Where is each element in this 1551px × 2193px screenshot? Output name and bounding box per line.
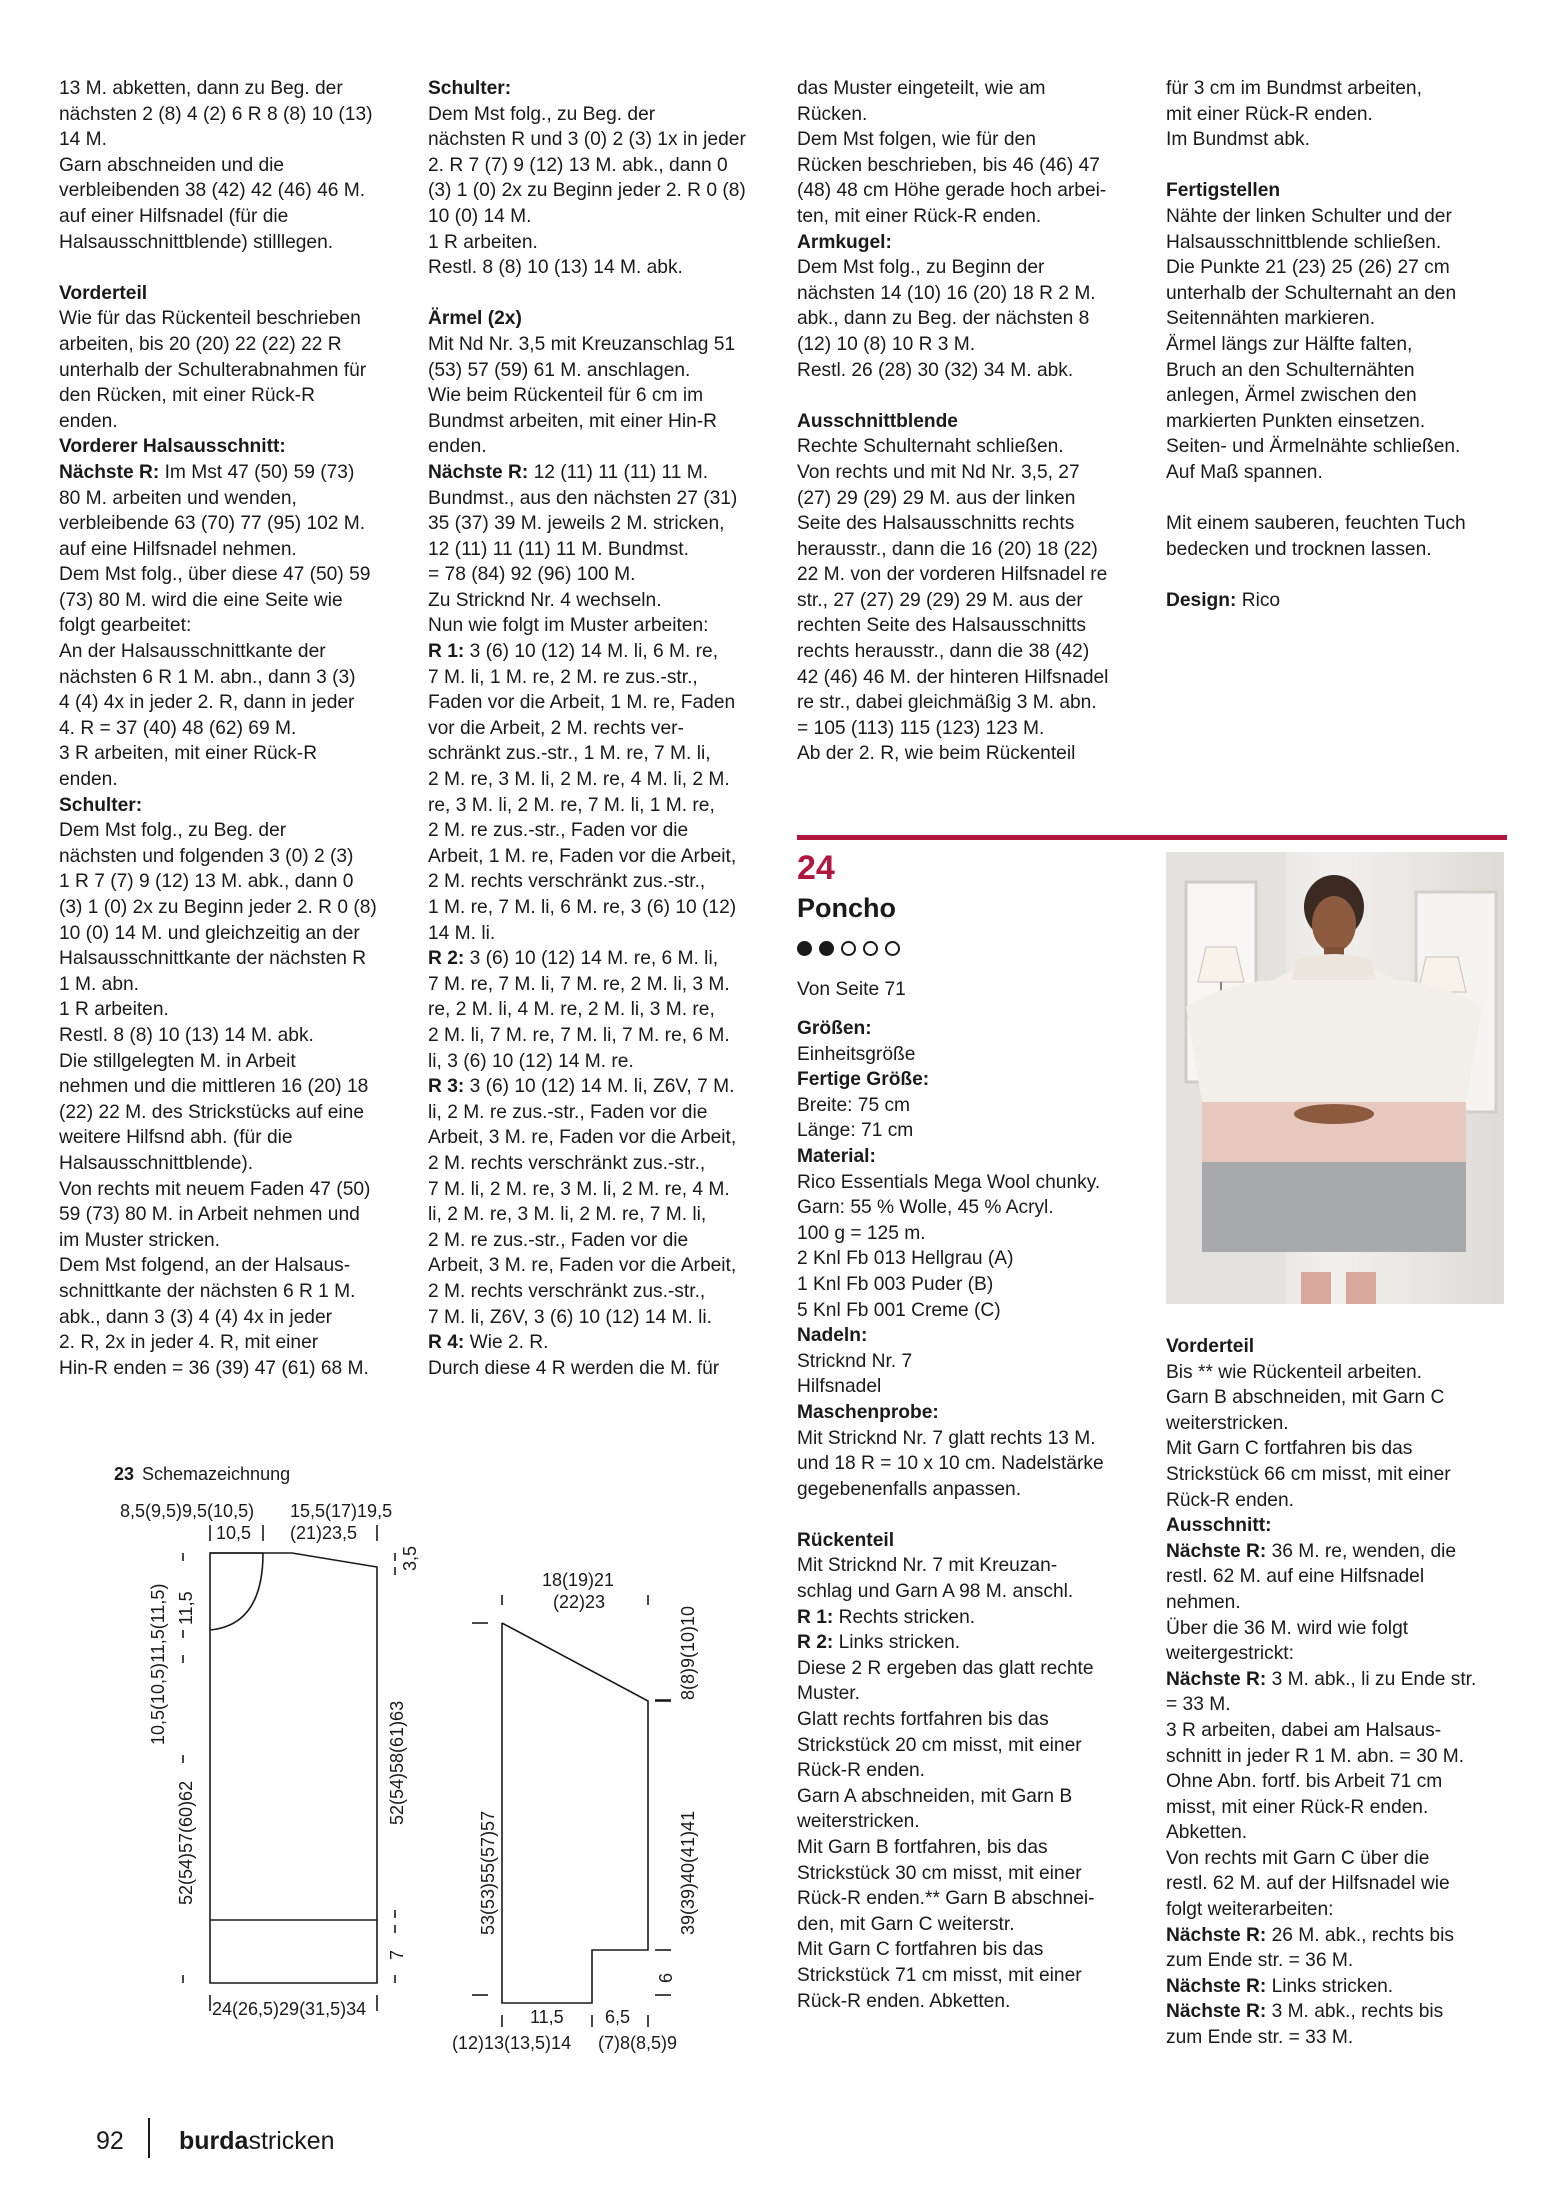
line-bold-prefix: R 2: [797,1632,834,1654]
col3b-line: Einheitsgröße [797,1043,916,1065]
col3b-line: 2 Knl Fb 013 Hellgrau (A) [797,1248,1014,1270]
col3-line: Dem Mst folg., zu Beginn der [797,257,1045,279]
col1-line: Dem Mst folgend, an der Halsaus- [59,1255,351,1277]
line-text: 12 (11) 11 (11) 11 M. [528,461,709,483]
col4b-line [1166,1539,1476,1565]
col2-line: 2 M. rechts verschränkt zus.-str., [428,871,706,893]
col3-line: 42 (46) 46 M. der hinteren Hilfsnadel [797,666,1109,688]
col1-line: 13 M. abketten, dann zu Beg. der [59,78,343,99]
col3b-line: Stricknd Nr. 7 [797,1350,913,1372]
col3b-line: Maschenprobe: [797,1401,939,1423]
col1-line: 80 M. arbeiten und wenden, [59,487,297,509]
col3b-line [797,1502,1104,1528]
line-bold-prefix: R 2: [428,948,465,970]
col2-line: Bundmst arbeiten, mit einer Hin-R [428,410,717,432]
col3-line: (12) 10 (8) 10 R 3 M. [797,333,976,355]
col4-line: markierten Punkten einsetzen. [1166,410,1426,432]
col3b-line: Diese 2 R ergeben das glatt rechte [797,1657,1094,1679]
col4-line: Halsausschnittblende schließen. [1166,231,1442,253]
difficulty-dot-empty-icon [841,941,856,956]
col1-line: enden. [59,769,118,791]
label-sleeve-right: 39(39)40(41)41 [678,1810,698,1935]
col1-line: unterhalb der Schulterabnahmen für [59,359,367,381]
col3b-line: Rück-R enden.** Garn B abschnei- [797,1888,1095,1910]
page-number: 92 [96,2127,124,2155]
col2-line [428,1330,773,1356]
col1-line: 2. R, 2x in jeder 4. R, mit einer [59,1332,319,1354]
col3b-line: den, mit Garn C weiterstr. [797,1913,1015,1935]
col4b-line: folgt weiterarbeiten: [1166,1899,1334,1921]
col3-line: Seite des Halsausschnitts rechts [797,513,1075,535]
col4-line: Auf Maß spannen. [1166,461,1323,483]
col4b-line: Rück-R enden. [1166,1489,1294,1511]
col3b-line: Fertige Größe: [797,1069,930,1091]
col3b-line: Strickstück 20 cm misst, mit einer [797,1734,1082,1756]
col2-line: 7 M. li, 2 M. re, 3 M. li, 2 M. re, 4 M. [428,1178,730,1200]
col3b-line: Mit Stricknd Nr. 7 mit Kreuzan- [797,1555,1058,1577]
col4b-line: misst, mit einer Rück-R enden. [1166,1796,1429,1818]
col2-line: (53) 57 (59) 61 M. anschlagen. [428,359,691,381]
col2-line: 14 M. li. [428,922,496,944]
col4b-line: restl. 62 M. auf der Hilfsnadel wie [1166,1873,1450,1895]
col1-line: im Muster stricken. [59,1229,220,1251]
label-sleeve-bottom-2: (12)13(13,5)14 [452,2033,572,2053]
col3b-line: Mit Garn C fortfahren bis das [797,1939,1044,1961]
col3-line: Restl. 26 (28) 30 (32) 34 M. abk. [797,359,1074,381]
col3b-line: Garn A abschneiden, mit Garn B [797,1785,1073,1807]
label-sleeve-left: 53(53)55(57)57 [478,1810,498,1935]
col4-line [1166,562,1511,588]
col2-line: 2 M. rechts verschränkt zus.-str., [428,1280,706,1302]
col1-line: auf eine Hilfsnadel nehmen. [59,538,297,560]
col1-line: Schulter: [59,794,143,816]
col3-line: str., 27 (27) 29 (29) 29 M. aus der [797,589,1083,611]
col2-line: li, 3 (6) 10 (12) 14 M. re. [428,1050,634,1072]
col3b-line: 100 g = 125 m. [797,1222,926,1244]
col3b-line: und 18 R = 10 x 10 cm. Nadelstärke [797,1453,1104,1475]
col3b-line: Rück-R enden. [797,1760,925,1782]
col1-line: Dem Mst folg., zu Beg. der [59,820,287,842]
col1-line: (3) 1 (0) 2x zu Beginn jeder 2. R 0 (8) [59,897,377,918]
label-sleeve-bottom-4: (7)8(8,5)9 [598,2033,678,2053]
col1-line: Halsausschnittkante der nächsten R [59,948,367,970]
col4b-line: nehmen. [1166,1591,1241,1613]
col1-line: nächsten und folgenden 3 (0) 2 (3) [59,845,354,867]
col2-line: vor die Arbeit, 2 M. rechts ver- [428,717,684,739]
col4-line: Mit einem sauberen, feuchten Tuch [1166,513,1466,535]
line-text: 3 (6) 10 (12) 14 M. re, 6 M. li, [464,948,719,970]
col3b-line: Strickstück 71 cm misst, mit einer [797,1964,1082,1986]
label-sleeve-cuff: 6 [656,1972,676,1983]
line-text: 3 (6) 10 (12) 14 M. li, 6 M. re, [464,641,719,663]
line-text: 3 (6) 10 (12) 14 M. li, Z6V, 7 M. [464,1076,735,1098]
col1-line: schnittkante der nächsten 6 R 1 M. [59,1280,356,1302]
difficulty-dot-empty-icon [885,941,900,956]
col1-line: nehmen und die mittleren 16 (20) 18 [59,1076,369,1098]
col1-line: nächsten 6 R 1 M. abn., dann 3 (3) [59,666,356,688]
col2-line: 2. R 7 (7) 9 (12) 13 M. abk., dann 0 [428,154,728,176]
col4b-line: = 33 M. [1166,1694,1231,1716]
col1-line: Halsausschnittblende) stilllegen. [59,231,334,253]
col3b-line: Länge: 71 cm [797,1120,914,1142]
label-top-right: 15,5(17)19,5 [290,1501,393,1521]
col4-line: anlegen, Ärmel zwischen den [1166,385,1417,407]
col3b-line: Strickstück 30 cm misst, mit einer [797,1862,1082,1884]
col1-line: verbleibenden 38 (42) 42 (46) 46 M. [59,180,366,202]
col1-line [59,255,399,281]
col2-line [428,946,773,972]
col4b-line [1166,1667,1476,1693]
col3b-line [797,1605,1104,1631]
col2-line: = 78 (84) 92 (96) 100 M. [428,564,636,586]
col1-line: 3 R arbeiten, mit einer Rück-R [59,743,318,765]
col3-line: Ab der 2. R, wie beim Rückenteil [797,743,1076,765]
line-bold-prefix: R 1: [428,641,465,663]
col4-line: mit einer Rück-R enden. [1166,103,1373,125]
col3b-line: Muster. [797,1683,860,1705]
col4b-line [1166,1923,1476,1949]
col3-line: rechten Seite des Halsausschnitts [797,615,1087,637]
col3b-line: Rico Essentials Mega Wool chunky. [797,1171,1101,1193]
line-bold-prefix: Nächste R: [428,461,529,483]
col1-line: (22) 22 M. des Strickstücks auf eine [59,1101,364,1123]
label-shoulder-drop: 3,5 [400,1545,420,1571]
col1-line: enden. [59,410,118,432]
col3-line: Armkugel: [797,231,892,253]
difficulty-dot-empty-icon [863,941,878,956]
col2-line: 2 M. re zus.-str., Faden vor die [428,820,689,842]
col2-line: li, 2 M. re, 3 M. li, 2 M. re, 7 M. li, [428,1204,707,1226]
col2-line: 2 M. rechts verschränkt zus.-str., [428,1152,706,1174]
col1-line: Wie für das Rückenteil beschrieben [59,308,361,330]
col2-line: Arbeit, 3 M. re, Faden vor die Arbeit, [428,1255,737,1277]
col3-line: (48) 48 cm Höhe gerade hoch arbei- [797,180,1107,202]
col4-line: Seitennähten markieren. [1166,308,1376,330]
line-text: Wie 2. R. [464,1332,549,1354]
label-sleeve-bottom-3: 6,5 [605,2007,631,2027]
col1-line: Die stillgelegten M. in Arbeit [59,1050,296,1072]
photo-illustration [1166,852,1504,1304]
col1-line: auf einer Hilfsnadel (für die [59,205,289,227]
col3b-line: 5 Knl Fb 001 Creme (C) [797,1299,1001,1321]
col4b-line: Mit Garn C fortfahren bis das [1166,1438,1413,1460]
from-page-reference: Von Seite 71 [797,979,906,1000]
difficulty-dot-filled-icon [797,941,812,956]
col4b-line: Abketten. [1166,1822,1248,1844]
col3-line: Rücken. [797,103,868,125]
col1-line: 4. R = 37 (40) 48 (62) 69 M. [59,717,297,739]
col1-line: Hin-R enden = 36 (39) 47 (61) 68 M. [59,1357,369,1379]
col1-line: 59 (73) 80 M. in Arbeit nehmen und [59,1204,360,1226]
poncho-model-photo [1166,852,1504,1304]
col3-line: re str., dabei gleichmäßig 3 M. abn. [797,692,1097,714]
col3b-line: Material: [797,1145,876,1167]
col3b-line: Mit Stricknd Nr. 7 glatt rechts 13 M. [797,1427,1096,1449]
col4b-line [1166,1999,1476,2025]
line-bold-prefix: Nächste R: [1166,1924,1267,1946]
col2-line: Faden vor die Arbeit, 1 M. re, Faden [428,692,736,714]
col4b-line: Vorderteil [1166,1336,1255,1357]
line-bold-prefix: R 4: [428,1332,465,1354]
col3-line: Von rechts und mit Nd Nr. 3,5, 27 [797,461,1080,483]
col1-line: 1 M. abn. [59,973,139,995]
section-divider [797,835,1507,840]
line-bold-prefix: Nächste R: [1166,1540,1267,1562]
pattern-details-column [797,1016,1104,2014]
col2-line: 12 (11) 11 (11) 11 M. Bundmst. [428,538,689,560]
col3b-line: Rückenteil [797,1529,895,1551]
col1-line: verbleibende 63 (70) 77 (95) 102 M. [59,513,366,535]
col2-line: li, 2 M. re zus.-str., Faden vor die [428,1101,708,1123]
line-text: 36 M. re, wenden, die [1266,1540,1457,1562]
col3b-line: Größen: [797,1018,872,1039]
col1-line [59,460,399,486]
col4-line: bedecken und trocknen lassen. [1166,538,1432,560]
text-column-1 [59,76,399,1381]
col2-line: Durch diese 4 R werden die M. für [428,1357,720,1379]
brand-bold: burda [179,2127,249,2155]
col4b-line: Von rechts mit Garn C über die [1166,1847,1430,1869]
col1-line: folgt gearbeitet: [59,615,192,637]
label-body-right: 52(54)58(61)63 [387,1700,407,1825]
col1-line: Vorderer Halsausschnitt: [59,436,286,458]
col2-line [428,281,773,307]
difficulty-rating [797,941,900,961]
col2-line: Ärmel (2x) [428,308,522,330]
col3b-line: Glatt rechts fortfahren bis das [797,1709,1049,1731]
col1-line: abk., dann 3 (3) 4 (4) 4x in jeder [59,1306,333,1328]
line-bold-prefix: R 1: [797,1606,834,1628]
col1-line: weitere Hilfsnd abh. (für die [59,1127,293,1149]
col3b-line: Garn: 55 % Wolle, 45 % Acryl. [797,1197,1054,1219]
col2-line: Bundmst., aus den nächsten 27 (31) [428,487,738,509]
col2-line: 7 M. li, 1 M. re, 2 M. re zus.-str., [428,666,698,688]
col2-line: schränkt zus.-str., 1 M. re, 7 M. li, [428,743,711,765]
col1-line: (73) 80 M. wird die eine Seite wie [59,589,343,611]
line-text: 3 M. abk., rechts bis [1266,2001,1444,2023]
col2-line: 2 M. re, 3 M. li, 2 M. re, 4 M. li, 2 M. [428,769,730,791]
col1-line: arbeiten, bis 20 (20) 22 (22) 22 R [59,333,342,355]
col3-line: nächsten 14 (10) 16 (20) 18 R 2 M. [797,282,1096,304]
label-sleeve-bottom-1: 11,5 [530,2007,564,2027]
diagram-caption: Schemazeichnung [142,1464,291,1484]
col2-line: Mit Nd Nr. 3,5 mit Kreuzanschlag 51 [428,333,736,355]
sleeve-schematic [472,1595,671,2027]
col3-line: Dem Mst folgen, wie für den [797,129,1036,151]
label-bottom-width: 24(26,5)29(31,5)34 [212,1999,367,2019]
schematic-svg [100,1455,720,2055]
col2-line [428,639,773,665]
col4-line: unterhalb der Schulternaht an den [1166,282,1457,304]
line-text: Links stricken. [833,1632,961,1654]
col4-line [1166,588,1511,614]
col4-line: für 3 cm im Bundmst arbeiten, [1166,78,1422,99]
col4-line: Seiten- und Ärmelnähte schließen. [1166,436,1461,458]
footer-brand [179,2126,335,2156]
line-text: Im Mst 47 (50) 59 (73) [159,461,355,483]
col3b-line: 1 Knl Fb 003 Puder (B) [797,1273,994,1295]
text-column-4 [1166,76,1511,613]
text-column-2 [428,76,773,1381]
col3b-line: schlag und Garn A 98 M. anschl. [797,1581,1074,1603]
col2-line: Restl. 8 (8) 10 (13) 14 M. abk. [428,257,683,279]
col3b-line: Mit Garn B fortfahren, bis das [797,1837,1048,1858]
line-bold-prefix: Nächste R: [1166,2001,1267,2023]
section-title: Poncho [797,893,896,923]
col4b-line: 3 R arbeiten, dabei am Halsaus- [1166,1719,1442,1741]
diagram-number: 23 [114,1464,135,1484]
line-text: 3 M. abk., li zu Ende str. [1266,1668,1477,1690]
col3-line: = 105 (113) 115 (123) 123 M. [797,717,1045,739]
col4-line: Nähte der linken Schulter und der [1166,205,1452,227]
line-bold-prefix: Nächste R: [59,461,160,483]
col4b-line: restl. 62 M. auf eine Hilfsnadel [1166,1566,1425,1588]
col3b-line: Hilfsnadel [797,1376,882,1398]
line-bold-prefix: Nächste R: [1166,1668,1267,1690]
col1-line: An der Halsausschnittkante der [59,641,326,663]
section-number: 24 [797,849,835,887]
col1-line: 4 (4) 4x in jeder 2. R, dann in jeder [59,692,355,714]
col3-line: herausstr., dann die 16 (20) 18 (22) [797,538,1098,560]
col1-line: Vorderteil [59,282,148,304]
line-text: Rico [1236,589,1281,611]
col3-line: abk., dann zu Beg. der nächsten 8 [797,308,1090,330]
label-body-left: 52(54)57(60)62 [176,1780,196,1905]
col4b-line: zum Ende str. = 36 M. [1166,1950,1354,1972]
col4-line: Die Punkte 21 (23) 25 (26) 27 cm [1166,257,1450,279]
label-sleeve-top: 18(19)21 [542,1570,615,1590]
label-neck-depth-2: 11,5 [176,1591,196,1625]
col2-line: Arbeit, 1 M. re, Faden vor die Arbeit, [428,845,737,867]
label-top-right-2: (21)23,5 [290,1523,358,1543]
line-text: Rechts stricken. [833,1606,976,1628]
col4-line: Ärmel längs zur Hälfte falten, [1166,333,1413,355]
col4-line [1166,486,1511,512]
col2-line: 7 M. li, Z6V, 3 (6) 10 (12) 14 M. li. [428,1306,713,1328]
body-schematic [183,1525,395,2011]
col3b-line: Breite: 75 cm [797,1094,911,1116]
col1-line: Halsausschnittblende). [59,1152,254,1174]
col3-line: rechts herausstr., dann die 38 (42) [797,641,1090,663]
line-bold-prefix: Nächste R: [1166,1975,1267,1997]
col4b-line: Garn B abschneiden, mit Garn C [1166,1387,1445,1409]
col1-line: Von rechts mit neuem Faden 47 (50) [59,1178,371,1200]
col4b-line: Ohne Abn. fortf. bis Arbeit 71 cm [1166,1771,1443,1793]
col4b-line: Bis ** wie Rückenteil arbeiten. [1166,1361,1422,1383]
col2-line: Zu Stricknd Nr. 4 wechseln. [428,589,662,611]
text-column-3 [797,76,1142,767]
col2-line: Dem Mst folg., zu Beg. der [428,103,656,125]
col2-line [428,460,773,486]
line-bold-prefix: R 3: [428,1076,465,1098]
col3-line: ten, mit einer Rück-R enden. [797,205,1042,227]
col4b-line: zum Ende str. = 33 M. [1166,2027,1354,2049]
col2-line: Schulter: [428,78,512,99]
vorderteil-column [1166,1334,1476,2051]
col2-line: nächsten R und 3 (0) 2 (3) 1x in jeder [428,129,746,151]
col2-line: re, 2 M. li, 4 M. re, 2 M. li, 3 M. re, [428,999,715,1021]
col3-line: Rücken beschrieben, bis 46 (46) 47 [797,154,1100,176]
line-bold-prefix: Design: [1166,589,1237,611]
col2-line: 10 (0) 14 M. [428,205,532,227]
line-text: Links stricken. [1266,1975,1394,1997]
col2-line: (3) 1 (0) 2x zu Beginn jeder 2. R 0 (8) [428,180,746,202]
label-sleeve-top-2: (22)23 [553,1592,606,1612]
col4b-line: Strickstück 66 cm misst, mit einer [1166,1463,1451,1485]
col2-line: 7 M. re, 7 M. li, 7 M. re, 2 M. li, 3 M. [428,973,730,995]
col3-line: das Muster eingeteilt, wie am [797,78,1046,99]
col4-line: Fertigstellen [1166,180,1281,202]
footer-divider [148,2118,150,2158]
col2-line: Nun wie folgt im Muster arbeiten: [428,615,709,637]
col4b-line: Ausschnitt: [1166,1515,1272,1537]
col3-line [797,383,1142,409]
line-text: 26 M. abk., rechts bis [1266,1924,1454,1946]
label-top-left-2: 10,5 [216,1523,252,1543]
col2-line: 35 (37) 39 M. jeweils 2 M. stricken, [428,513,725,535]
col1-line: Restl. 8 (8) 10 (13) 14 M. abk. [59,1024,314,1046]
col2-line: re, 3 M. li, 2 M. re, 7 M. li, 1 M. re, [428,794,715,816]
col1-line: 1 R arbeiten. [59,999,169,1021]
col1-line: 14 M. [59,129,107,151]
brand-light: stricken [248,2127,335,2155]
col2-line: 1 R arbeiten. [428,231,538,253]
difficulty-dot-filled-icon [819,941,834,956]
col1-line: Garn abschneiden und die [59,154,285,176]
col3b-line: Rück-R enden. Abketten. [797,1990,1011,2012]
label-neck-depth: 10,5(10,5)11,5(11,5) [148,1583,168,1745]
col1-line: 10 (0) 14 M. und gleichzeitig an der [59,922,360,944]
col3-line: 22 M. von der vorderen Hilfsnadel re [797,564,1108,586]
col2-line: 2 M. re zus.-str., Faden vor die [428,1229,689,1251]
col1-line: 1 R 7 (7) 9 (12) 13 M. abk., dann 0 [59,871,354,893]
col1-line: Dem Mst folg., über diese 47 (50) 59 [59,564,371,586]
col2-line: enden. [428,436,487,458]
col3b-line: gegebenenfalls anpassen. [797,1478,1022,1500]
col4b-line: weitergestrickt: [1166,1643,1294,1665]
col3-line: Rechte Schulternaht schließen. [797,436,1064,458]
col4b-line: schnitt in jeder R 1 M. abn. = 30 M. [1166,1745,1465,1767]
col3-line: (27) 29 (29) 29 M. aus der linken [797,487,1076,509]
label-rib-height: 7 [387,1949,407,1960]
col4b-line: Über die 36 M. wird wie folgt [1166,1617,1409,1639]
col3b-line: weiterstricken. [797,1811,920,1833]
col4b-line: weiterstricken. [1166,1412,1289,1434]
col1-line: den Rücken, mit einer Rück-R [59,385,315,407]
col3b-line: Nadeln: [797,1325,868,1347]
col2-line: Arbeit, 3 M. re, Faden vor die Arbeit, [428,1127,737,1149]
col4b-line [1166,1974,1476,2000]
col2-line [428,1074,773,1100]
schematic-diagram [100,1455,720,2055]
col4-line: Im Bundmst abk. [1166,129,1310,151]
col2-line: Wie beim Rückenteil für 6 cm im [428,385,704,407]
col4-line: Bruch an den Schulternähten [1166,359,1415,381]
col2-line: 1 M. re, 7 M. li, 6 M. re, 3 (6) 10 (12) [428,897,737,918]
label-sleeve-cap: 8(8)9(10)10 [678,1605,698,1700]
col3-line: Ausschnittblende [797,410,958,432]
label-top-left: 8,5(9,5)9,5(10,5) [120,1501,255,1521]
col4-line [1166,153,1511,179]
col3b-line [797,1630,1104,1656]
col1-line: nächsten 2 (8) 4 (2) 6 R 8 (8) 10 (13) [59,103,373,125]
col2-line: 2 M. li, 7 M. re, 7 M. li, 7 M. re, 6 M. [428,1024,730,1046]
